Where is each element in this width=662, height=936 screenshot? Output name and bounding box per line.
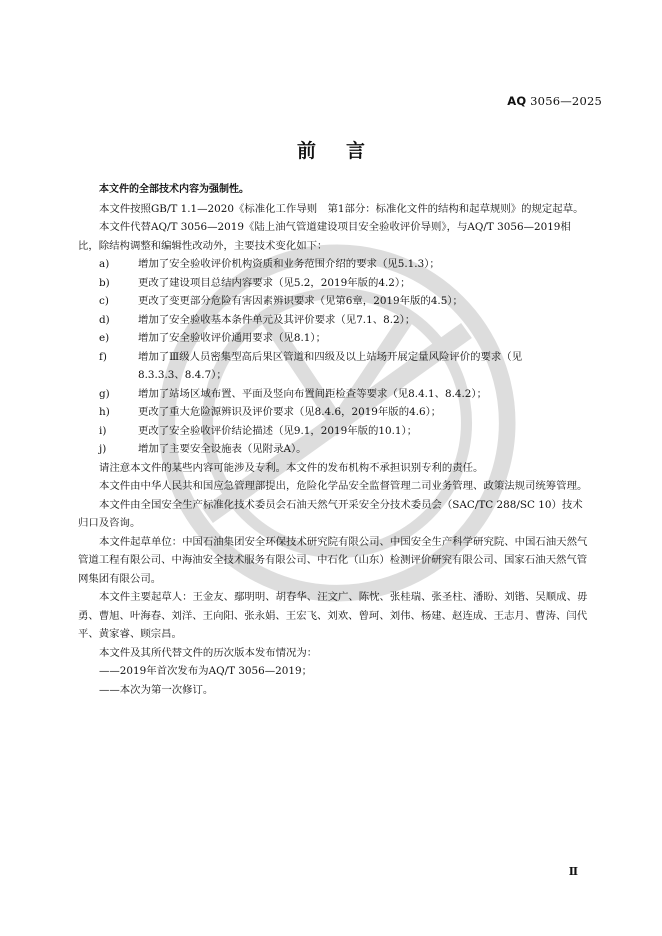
changes-list [78,255,590,459]
list-item [78,348,590,385]
list-item [78,385,590,404]
list-item [78,255,590,274]
list-item-text: 增加了站场区域布置、平面及竖向布置间距检查等要求（见8.4.1、8.4.2）； [138,387,488,400]
centralized-by-paragraph: 本文件由全国安全生产标准化技术委员会石油天然气开采安全分技术委员会（SAC/TC 288/SC 10）技术归口及咨询。 [78,498,583,529]
history-item: ——本次为第一次修订。 [99,683,214,696]
list-item-text: 更改了重大危险源辨识及评价要求（见8.4.6，2019年版的4.6）； [138,406,442,418]
drafting-units-paragraph: 本文件起草单位：中国石油集团安全环保技术研究院有限公司、中国安全生产科学研究院、中国石油天然气管道工程有限公司、中海油安全技术服务有限公司、中石化（山东）检测评价研究有限公司、国家石油天然气管网集团有限公司。 [78,535,588,585]
standard-prefix: AQ [507,94,527,108]
replaces-paragraph: 本文件代替AQ/T 3056—2019《陆上油气管道建设项目安全验收评价导则》，与AQ/T 3056—2019相比，除结构调整和编辑性改动外，主要技术变化如下： [78,221,571,252]
list-item-text: 增加了安全验收评价机构资质和业务范围介绍的要求（见5.1.3）； [138,258,440,270]
list-item-text: 增加了安全验收基本条件单元及其评价要求（见7.1、8.2）； [138,313,416,326]
list-item-label: e) [99,332,110,344]
list-item [78,440,590,459]
history-intro: 本文件及其所代替文件的历次版本发布情况为： [99,646,318,659]
list-item [78,329,590,348]
list-item [78,292,590,311]
list-item-text: 增加了主要安全设施表（见附录A）。 [138,443,307,455]
list-item-text-wrapper [114,348,590,385]
page-title: 前言 [296,140,395,162]
proposed-by-paragraph: 本文件由中华人民共和国应急管理部提出，危险化学品安全监督管理二司业务管理、政策法规司统筹管理。 [99,480,588,492]
page-number: Ⅱ [568,865,578,878]
list-item [78,403,590,422]
list-item-text: 更改了建设项目总结内容要求（见5.2，2019年版的4.2）； [138,276,411,289]
list-item-text: 增加了Ⅲ级人员密集型高后果区管道和四级及以上站场开展定量风险评价的要求（见 [138,350,523,363]
history-item: ——2019年首次发布为AQ/T 3056—2019； [99,665,312,677]
list-item-continuation: 8.3.3.3、8.4.7）； [138,369,227,381]
list-item-label: i) [99,424,107,437]
mandatory-statement: 本文件的全部技术内容为强制性。 [99,184,249,195]
list-item-text: 更改了安全验收评价结论描述（见9.1，2019年版的10.1）； [138,424,418,437]
drafting-rules-paragraph: 本文件按照GB/T 1.1—2020《标准化工作导则 第1部分：标准化文件的结构和起草规则》的规定起草。 [99,202,584,215]
list-item-text: 更改了变更部分危险有害因素辨识要求（见第6章，2019年版的4.5）； [138,295,463,307]
list-item [78,422,590,441]
list-item-label: j) [99,443,107,455]
patent-notice: 请注意本文件的某些内容可能涉及专利。本文件的发布机构不承担识别专利的责任。 [99,461,484,474]
list-item [78,311,590,330]
list-item-label: g) [99,387,110,400]
list-item-label: f) [99,350,107,363]
standard-code: 3056—2025 [530,94,602,108]
list-item [78,274,590,293]
list-item-label: b) [99,276,110,289]
list-item-label: c) [99,295,109,307]
standard-number [507,94,602,108]
list-item-text: 增加了安全验收评价通用要求（见8.1）； [138,332,326,344]
drafters-paragraph: 本文件主要起草人：王金友、鄢明明、胡春华、汪文广、陈忱、张桂瑞、张圣柱、潘盼、刘锴、吴顺成、毋勇、曹旭、叶海春、刘洋、王向阳、张永娟、王宏飞、刘欢、曾珂、刘伟、杨建、赵连成、王志月、曹涛、闫代平、黄家睿、顾宗昌。 [78,591,588,640]
list-item-label: d) [99,313,110,326]
list-item-label: h) [99,406,110,418]
foreword-body [78,181,590,699]
list-item-label: a) [99,258,110,270]
